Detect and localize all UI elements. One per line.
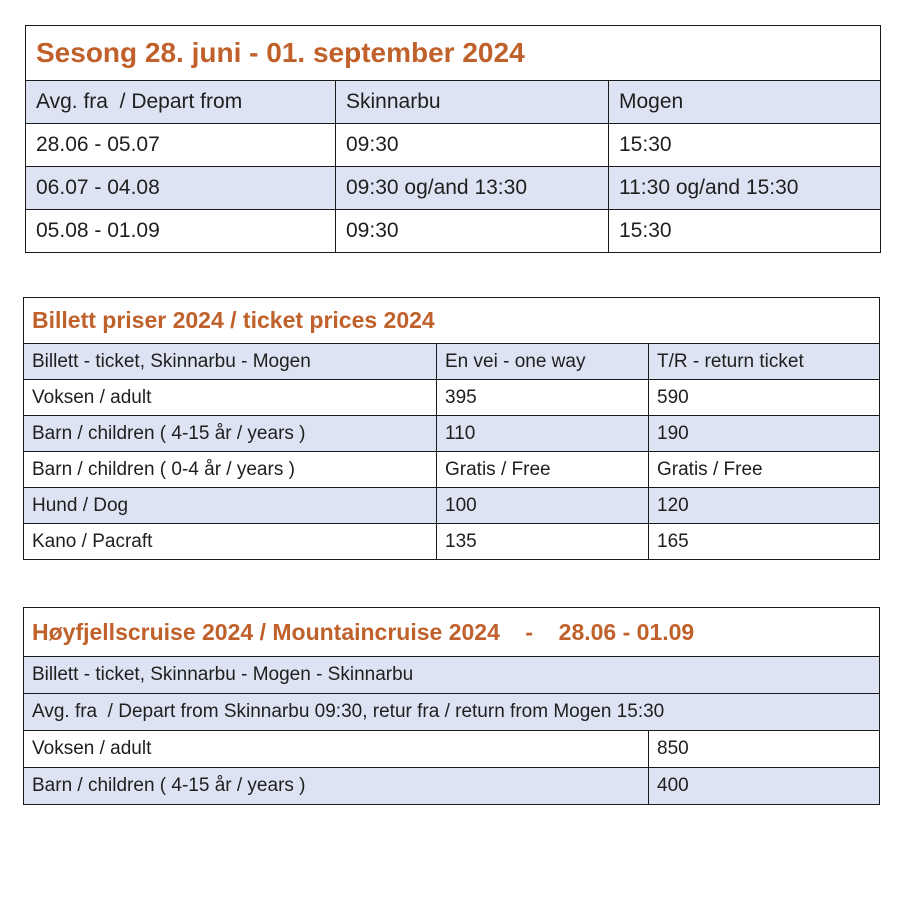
cruise-price: 400 xyxy=(649,768,880,805)
cruise-departure-info: Avg. fra / Depart from Skinnarbu 09:30, retur fra / return from Mogen 15:30 xyxy=(24,694,880,731)
table-row xyxy=(24,524,880,560)
return-price: 590 xyxy=(649,380,880,416)
ticket-type: Barn / children ( 4-15 år / years ) xyxy=(24,768,649,805)
ticket-type: Barn / children ( 0-4 år / years ) xyxy=(24,452,437,488)
table-header-row xyxy=(24,694,880,731)
table-header-row xyxy=(24,657,880,694)
ticket-type: Barn / children ( 4-15 år / years ) xyxy=(24,416,437,452)
date-range: 06.07 - 04.08 xyxy=(26,167,336,210)
season-title: Sesong 28. juni - 01. september 2024 xyxy=(26,26,881,81)
table-row xyxy=(24,768,880,805)
cruise-price: 850 xyxy=(649,731,880,768)
return-price: 120 xyxy=(649,488,880,524)
ticket-prices-table xyxy=(23,297,880,560)
one-way-price: Gratis / Free xyxy=(437,452,649,488)
one-way-price: 395 xyxy=(437,380,649,416)
table-row xyxy=(24,380,880,416)
header-depart-from: Avg. fra / Depart from xyxy=(26,81,336,124)
date-range: 28.06 - 05.07 xyxy=(26,124,336,167)
header-one-way: En vei - one way xyxy=(437,344,649,380)
header-skinnarbu: Skinnarbu xyxy=(336,81,609,124)
cruise-route: Billett - ticket, Skinnarbu - Mogen - Skinnarbu xyxy=(24,657,880,694)
ticket-type: Voksen / adult xyxy=(24,731,649,768)
ticket-type: Hund / Dog xyxy=(24,488,437,524)
ticket-type: Voksen / adult xyxy=(24,380,437,416)
season-schedule-table xyxy=(25,25,881,253)
table-row xyxy=(26,167,881,210)
one-way-price: 135 xyxy=(437,524,649,560)
mogen-time: 15:30 xyxy=(609,210,881,253)
header-mogen: Mogen xyxy=(609,81,881,124)
prices-title: Billett priser 2024 / ticket prices 2024 xyxy=(24,298,880,344)
table-row xyxy=(26,210,881,253)
table-row xyxy=(26,124,881,167)
table-row xyxy=(24,488,880,524)
table-row xyxy=(24,416,880,452)
mogen-time: 11:30 og/and 15:30 xyxy=(609,167,881,210)
skinnarbu-time: 09:30 xyxy=(336,124,609,167)
header-ticket: Billett - ticket, Skinnarbu - Mogen xyxy=(24,344,437,380)
cruise-title: Høyfjellscruise 2024 / Mountaincruise 2024 - 28.06 - 01.09 xyxy=(24,608,880,657)
skinnarbu-time: 09:30 og/and 13:30 xyxy=(336,167,609,210)
ticket-type: Kano / Pacraft xyxy=(24,524,437,560)
skinnarbu-time: 09:30 xyxy=(336,210,609,253)
mountain-cruise-table xyxy=(23,607,880,805)
return-price: Gratis / Free xyxy=(649,452,880,488)
table-header-row xyxy=(24,344,880,380)
return-price: 165 xyxy=(649,524,880,560)
date-range: 05.08 - 01.09 xyxy=(26,210,336,253)
table-header-row xyxy=(26,81,881,124)
return-price: 190 xyxy=(649,416,880,452)
one-way-price: 100 xyxy=(437,488,649,524)
one-way-price: 110 xyxy=(437,416,649,452)
table-row xyxy=(24,731,880,768)
header-return: T/R - return ticket xyxy=(649,344,880,380)
mogen-time: 15:30 xyxy=(609,124,881,167)
table-row xyxy=(24,452,880,488)
